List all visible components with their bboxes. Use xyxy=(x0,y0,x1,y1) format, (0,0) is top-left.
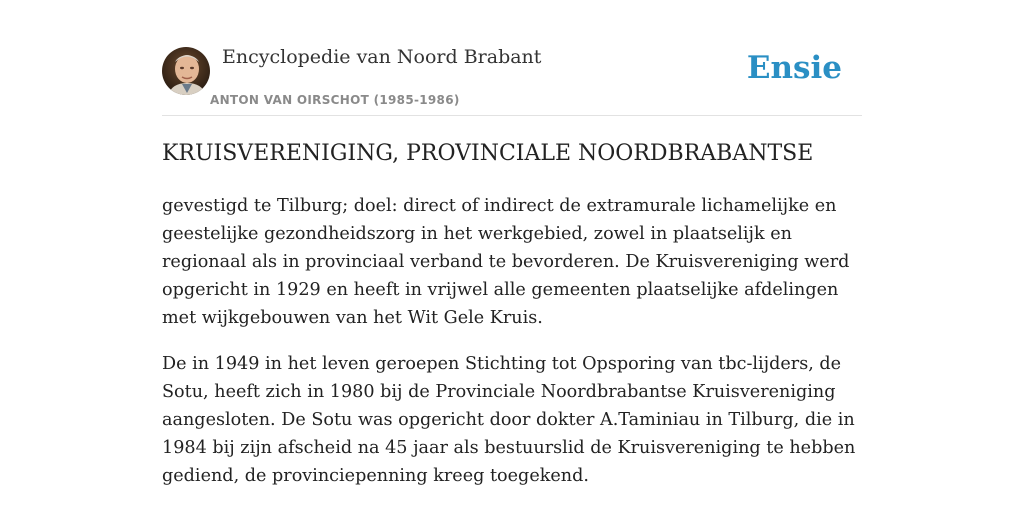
entry-paragraph: De in 1949 in het leven geroepen Stichting tot Opsporing van tbc-lijders, de Sotu, heeft zich in 1980 bij de Provinciale Noordbrabantse Kruisvereniging aangesloten. De Sotu was opgericht door dokter A.Taminiau in Tilburg, die in 1984 bij zijn afscheid na 45 jaar als bestuurslid de Kruisvereniging te hebben gediend, de provinciepenning kreeg toegekend. xyxy=(162,354,856,486)
ensie-logo[interactable]: Ensie xyxy=(746,50,842,86)
author-avatar[interactable] xyxy=(162,47,210,95)
author-portrait-icon xyxy=(162,47,210,95)
entry-body xyxy=(162,192,862,508)
author-name[interactable]: ANTON VAN OIRSCHOT (1985-1986) xyxy=(210,93,460,107)
entry-title: KRUISVERENIGING, PROVINCIALE NOORDBRABANTSE xyxy=(162,141,814,166)
entry-paragraph: gevestigd te Tilburg; doel: direct of indirect de extramurale lichamelijke en geestelijke gezondheidszorg in het werkgebied, zowel in plaatselijk en regionaal als in provinciaal verband te bevorderen. De Kruisvereniging werd opgericht in 1929 en heeft in vrijwel alle gemeenten plaatselijke afdelingen met wijkgebouwen van het Wit Gele Kruis. xyxy=(162,196,850,328)
encyclopedia-title[interactable]: Encyclopedie van Noord Brabant xyxy=(222,46,542,68)
header-divider xyxy=(162,115,862,116)
